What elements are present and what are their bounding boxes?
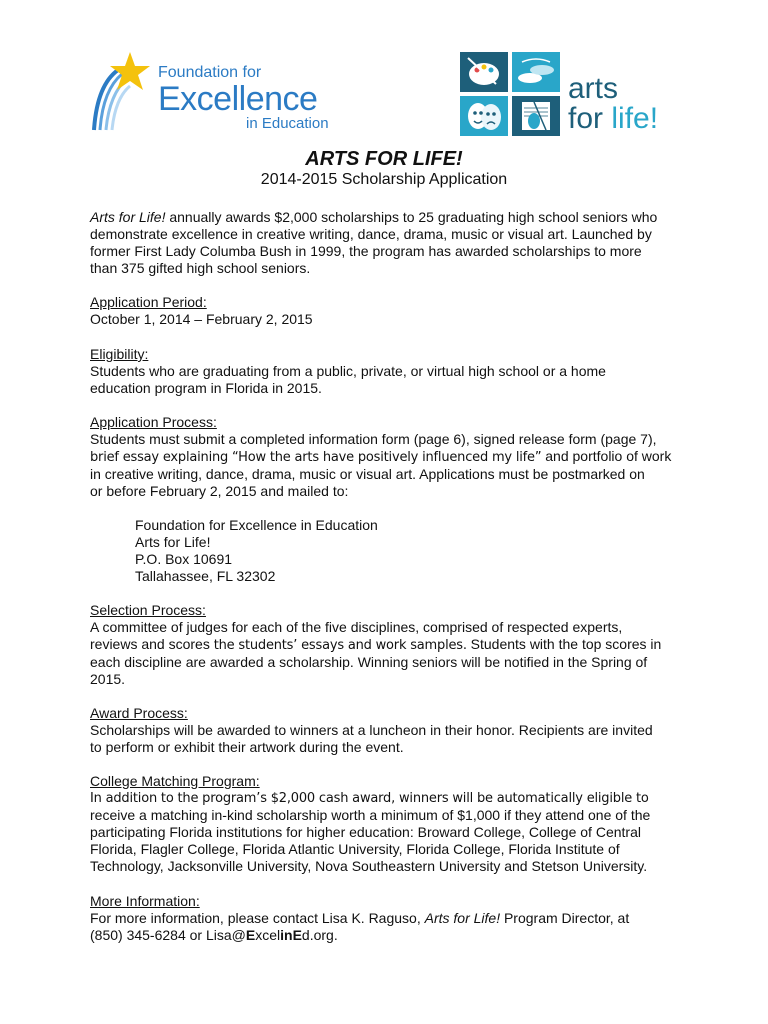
selection-process-line2a: reviews and scores [90,636,214,652]
email-e1: E [245,927,256,943]
award-process-line1: Scholarships will be awarded to winners at a luncheon in their honor. Recipients are invited [90,722,653,738]
application-process-section [90,414,690,500]
more-information-line1a: For more information, please contact Lisa K. Raguso, [90,910,425,926]
foundation-logo-line1: Foundation for [158,64,262,81]
email-xcel: xcel [255,927,281,943]
arts-for-life-logo [460,52,680,138]
application-process-line2-essay: brief essay explaining “How the arts have positively influenced my life” [90,450,542,465]
intro-line4: than 375 gifted high school seniors. [90,260,311,276]
violin-icon [512,96,560,136]
mailing-address [90,517,735,585]
more-information-section [90,893,690,944]
eligibility-line1: Students who are graduating from a public, private, or virtual high school or a home [90,363,606,379]
selection-process-line2b: the students’ essays and work samples. [213,638,467,653]
eligibility-heading: Eligibility: [90,346,149,362]
more-information-line1c: Program Director, at [500,910,630,926]
selection-process-section [90,602,690,688]
arts-for-life-logo-line2 [568,104,658,134]
arts-for-life-logo-for: for [568,102,612,135]
page-subtitle: 2014-2015 Scholarship Application [260,171,508,188]
eligibility-line2: education program in Florida in 2015. [90,380,322,396]
ballet-shoes-icon [512,52,560,92]
selection-process-line1: A committee of judges for each of the five disciplines, comprised of respected experts, [90,619,623,635]
drama-masks-icon [460,96,508,136]
award-process-heading: Award Process: [90,705,188,721]
foundation-logo-text [158,64,329,132]
address-line3: P.O. Box 10691 [135,551,233,567]
college-matching-line5: Technology, Jacksonville University, Nova Southeastern University and Stetson University. [90,858,648,874]
award-process-section [90,705,690,756]
application-process-line4: or before February 2, 2015 and mailed to: [90,483,349,499]
application-process-line1: Students must submit a completed information form (page 6), signed release form (page 7), [90,431,657,447]
intro-paragraph [90,209,690,277]
selection-process-line4: 2015. [90,671,126,687]
college-matching-line2: receive a matching in-kind scholarship worth a minimum of $1,000 if they attend one of the [90,807,651,823]
college-matching-line3: participating Florida institutions for higher education: Broward College, College of Central [90,824,641,840]
foundation-logo-line3: in Education [246,115,329,132]
foundation-logo-line2: Excellence [158,80,318,118]
email-e2: E [292,927,302,943]
star-swoosh-icon [90,50,154,132]
address-line4: Tallahassee, FL 32302 [135,568,276,584]
page-title: ARTS FOR LIFE! [305,148,463,170]
college-matching-section [90,773,690,875]
foundation-logo [90,50,340,132]
college-matching-line4: Florida, Flagler College, Florida Atlantic University, Florida College, Florida Institute of [90,841,620,857]
selection-process-line3: each discipline are awarded a scholarship. Winning seniors will be notified in the Spring of [90,654,648,670]
intro-line2: demonstrate excellence in creative writing, dance, drama, music or visual art. Launched by [90,226,652,242]
application-process-line2-portfolio: and portfolio of work [541,448,672,464]
contact-email[interactable] [246,927,338,943]
award-process-line2: to perform or exhibit their artwork during the event. [90,739,404,755]
contact-phone-prefix: (850) 345-6284 or Lisa@ [90,927,246,943]
arts-for-life-logo-line1: arts [568,72,619,105]
address-line2: Arts for Life! [135,534,211,550]
arts-for-life-logo-life: life! [611,102,659,135]
application-period-heading: Application Period: [90,294,207,310]
college-matching-line1: In addition to the program’s $2,000 cash award, winners will be automatically eligible to [90,791,649,806]
application-process-line3: in creative writing, dance, drama, music or visual art. Applications must be postmarked on [90,466,645,482]
intro-line1: annually awards $2,000 scholarships to 25 graduating high school seniors who [165,209,658,225]
selection-process-line2c: Students with the top scores in [466,636,662,652]
selection-process-heading: Selection Process: [90,602,206,618]
address-line1: Foundation for Excellence in Education [135,517,378,533]
eligibility-section [90,346,690,397]
arts-tiles [460,52,560,136]
application-process-heading: Application Process: [90,414,217,430]
arts-for-life-logo-text [568,74,658,134]
contact-line [90,927,690,944]
more-information-program-name: Arts for Life! [424,910,501,926]
email-in: in [280,927,293,943]
more-information-heading: More Information: [90,893,200,909]
college-matching-heading: College Matching Program: [90,773,260,789]
intro-program-name: Arts for Life! [90,209,166,225]
application-period-dates: October 1, 2014 – February 2, 2015 [90,311,313,327]
email-domain: d.org. [301,927,338,943]
application-period-section [90,294,690,328]
palette-icon [460,52,508,92]
intro-line3: former First Lady Columba Bush in 1999, the program has awarded scholarships to more [90,243,642,259]
